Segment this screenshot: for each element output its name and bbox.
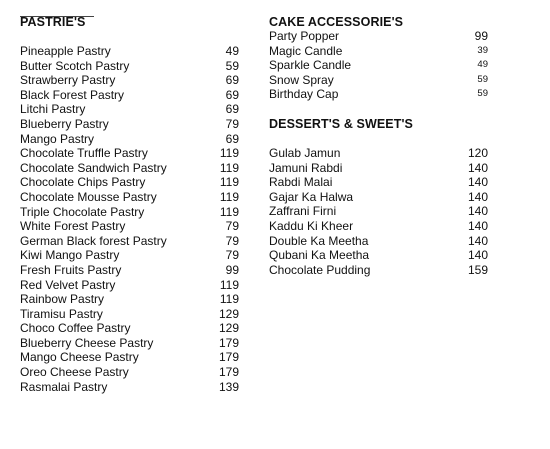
menu-item-price: 159 <box>467 262 488 277</box>
section-title-pastries: PASTRIE'S <box>20 15 86 29</box>
menu-item-price: 140 <box>467 218 488 233</box>
section-title-cake-accessories: CAKE ACCESSORIE'S <box>269 15 404 29</box>
menu-item-name: Strawberry Pastry <box>20 73 116 88</box>
menu-item <box>269 161 488 176</box>
menu-item <box>20 234 239 249</box>
menu-item <box>20 175 239 190</box>
menu-item-price: 179 <box>218 365 239 380</box>
menu-item-name: Chocolate Pudding <box>269 262 371 277</box>
menu-item-name: Mango Pastry <box>20 131 95 146</box>
menu-item-price: 49 <box>225 44 239 58</box>
cake-accessories-list <box>269 29 488 102</box>
menu-item-price: 139 <box>218 379 239 394</box>
menu-item-price: 69 <box>225 73 239 88</box>
menu-item <box>20 59 239 74</box>
menu-item <box>20 336 239 351</box>
menu-item-name: Pineapple Pastry <box>20 44 111 58</box>
menu-item-name: Party Popper <box>269 29 340 43</box>
menu-item <box>20 278 239 293</box>
menu-item <box>269 175 488 190</box>
menu-item-name: Mango Cheese Pastry <box>20 350 139 365</box>
menu-item-name: Zaffrani Firni <box>269 204 337 219</box>
menu-item-name: German Black forest Pastry <box>20 233 167 248</box>
menu-item <box>269 58 488 73</box>
menu-item-price: 69 <box>225 131 239 146</box>
menu-item <box>269 204 488 219</box>
menu-item-name: Rasmalai Pastry <box>20 379 108 394</box>
menu-item <box>20 73 239 88</box>
menu-item-price: 79 <box>225 248 239 263</box>
menu-item <box>269 29 488 44</box>
menu-item-name: Butter Scotch Pastry <box>20 58 130 73</box>
menu-item-price: 140 <box>467 233 488 248</box>
menu-item-name: Blueberry Pastry <box>20 116 109 131</box>
menu-item-name: Blueberry Cheese Pastry <box>20 335 154 350</box>
menu-item-price: 99 <box>474 29 488 43</box>
menu-item-price: 140 <box>467 175 488 190</box>
menu-item-name: Chocolate Mousse Pastry <box>20 189 157 204</box>
menu-item-name: Birthday Cap <box>269 87 339 102</box>
menu-item <box>269 44 488 59</box>
menu-item <box>20 44 239 59</box>
menu-item <box>20 146 239 161</box>
menu-item-price: 79 <box>225 233 239 248</box>
menu-item-name: Chocolate Truffle Pastry <box>20 146 148 161</box>
menu-item-name: Gajar Ka Halwa <box>269 189 354 204</box>
menu-item-name: Choco Coffee Pastry <box>20 321 131 336</box>
menu-item-name: Kiwi Mango Pastry <box>20 248 120 263</box>
menu-item <box>20 88 239 103</box>
menu-item-price: 140 <box>467 248 488 263</box>
desserts-list <box>269 146 488 277</box>
menu-item-name: Chocolate Sandwich Pastry <box>20 160 167 175</box>
menu-item-price: 69 <box>225 102 239 117</box>
menu-item-name: Kaddu Ki Kheer <box>269 218 354 233</box>
menu-item-price: 140 <box>467 160 488 175</box>
menu-item <box>269 263 488 278</box>
menu-item-price: 140 <box>467 204 488 219</box>
menu-item-name: Litchi Pastry <box>20 102 86 117</box>
menu-item-price: 49 <box>477 59 488 71</box>
menu-item-price: 119 <box>219 160 239 175</box>
menu-item-price: 129 <box>218 306 239 321</box>
menu-item <box>269 73 488 88</box>
menu-item-price: 140 <box>467 189 488 204</box>
menu-item-name: Jamuni Rabdi <box>269 160 343 175</box>
menu-item <box>269 219 488 234</box>
menu-item <box>20 205 239 220</box>
menu-item-name: Qubani Ka Meetha <box>269 248 370 263</box>
menu-item <box>20 307 239 322</box>
menu-item <box>20 321 239 336</box>
menu-item <box>269 234 488 249</box>
menu-item <box>269 190 488 205</box>
menu-item-name: Red Velvet Pastry <box>20 277 116 292</box>
menu-item <box>20 102 239 117</box>
menu-item <box>20 365 239 380</box>
menu-item <box>20 292 239 307</box>
menu-item-price: 179 <box>218 335 239 350</box>
menu-item <box>20 350 239 365</box>
menu-item-name: Snow Spray <box>269 72 334 87</box>
menu-item-price: 119 <box>219 292 239 307</box>
menu-item-name: Tiramisu Pastry <box>20 306 103 321</box>
menu-item-price: 129 <box>218 321 239 336</box>
menu-item <box>20 219 239 234</box>
menu-item-name: Triple Chocolate Pastry <box>20 204 145 219</box>
menu-item <box>20 190 239 205</box>
menu-item-price: 59 <box>477 88 488 100</box>
menu-item <box>20 248 239 263</box>
menu-item-name: Black Forest Pastry <box>20 87 125 102</box>
menu-item-price: 119 <box>219 277 239 292</box>
menu-item-price: 59 <box>477 73 488 85</box>
menu-item-price: 119 <box>219 189 239 204</box>
menu-item <box>20 132 239 147</box>
menu-item <box>20 161 239 176</box>
menu-item <box>20 263 239 278</box>
menu-item-price: 179 <box>218 350 239 365</box>
menu-item-name: Rainbow Pastry <box>20 292 105 307</box>
menu-item-name: Magic Candle <box>269 43 343 58</box>
menu-item-price: 99 <box>225 262 239 277</box>
menu-item <box>20 117 239 132</box>
menu-item-price: 39 <box>477 44 488 56</box>
section-title-desserts: DESSERT'S & SWEET'S <box>269 117 413 131</box>
menu-item-price: 79 <box>225 116 239 131</box>
pastries-list <box>20 44 239 394</box>
menu-item-price: 69 <box>225 87 239 102</box>
menu-item-price: 79 <box>225 219 239 234</box>
menu-item-name: Gulab Jamun <box>269 146 341 160</box>
menu-item <box>20 380 239 395</box>
menu-item <box>269 248 488 263</box>
menu-item-price: 119 <box>219 204 239 219</box>
menu-item <box>269 146 488 161</box>
menu-item-name: Oreo Cheese Pastry <box>20 365 129 380</box>
menu-item-name: Chocolate Chips Pastry <box>20 175 146 190</box>
menu-item <box>269 87 488 102</box>
menu-item-name: White Forest Pastry <box>20 219 126 234</box>
menu-item-price: 59 <box>225 58 239 73</box>
menu-item-price: 119 <box>219 175 239 190</box>
menu-item-name: Rabdi Malai <box>269 175 333 190</box>
menu-item-price: 119 <box>219 146 239 161</box>
menu-item-name: Sparkle Candle <box>269 58 352 73</box>
menu-item-name: Fresh Fruits Pastry <box>20 262 122 277</box>
menu-item-price: 120 <box>467 146 488 160</box>
menu-item-name: Double Ka Meetha <box>269 233 369 248</box>
